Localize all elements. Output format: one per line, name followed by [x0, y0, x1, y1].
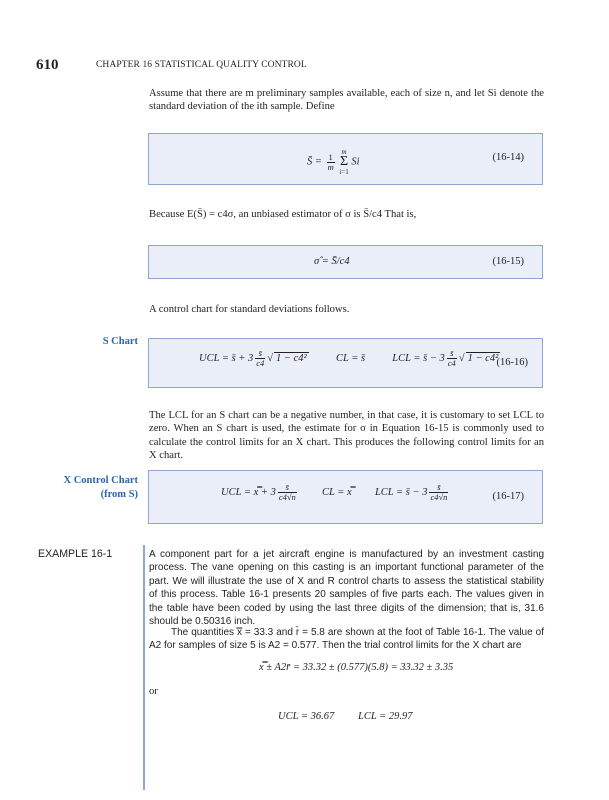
example-rule	[143, 545, 145, 790]
example-paragraph-2: The quantities x̿ = 33.3 and r̄ = 5.8 are shown at the foot of Table 16-1. The value of A2 for samples of size 5 is A2 = 0.577. Then the trial control limits for the X chart are	[149, 627, 544, 652]
eq-16-14-sum-top: m	[341, 148, 347, 156]
s-chart-lcl-den: c4	[447, 358, 456, 368]
s-chart-ucl-den: c4	[256, 358, 265, 368]
equation-16-15-box	[148, 245, 543, 279]
xbar-chart-lcl-den: c4√n	[430, 492, 448, 502]
equation-16-17-number: (16-17)	[492, 491, 524, 502]
xbar-chart-ucl: UCL = x̿ + 3	[221, 486, 276, 498]
s-chart-cl: CL = s̄	[335, 352, 366, 364]
equation-16-14	[307, 148, 360, 176]
xbar-chart-lcl-num: s̄	[437, 482, 441, 492]
xbar-chart-cl: CL = x̿	[322, 486, 352, 498]
example-ucl: UCL = 36.67	[278, 711, 335, 722]
equation-16-16: UCL = s̄ + 3 $\frac{s̄}{c4}$ √ 1 − c4² CL = s̄ LCL = s̄ − 3 $\frac{s̄}{c4}$ √ 1 − c4²	[199, 348, 499, 368]
s-chart-lcl-num: s̄	[450, 348, 454, 358]
lcl-paragraph: The LCL for an S chart can be a negative number, in that case, it is customary to set LCL to zero. When an S chart is used, the estimate for σ in Equation 16-15 is commonly used to calculate the control limits for an X chart. This produces the following control limits for an X chart.	[149, 410, 544, 462]
example-lcl: LCL = 29.97	[358, 711, 413, 722]
equation-16-17-box	[148, 470, 543, 524]
eq-16-14-term: Si	[351, 156, 360, 168]
eq-16-14-lhs: S̄ =	[307, 156, 322, 168]
eq-16-14-den: m	[327, 161, 334, 172]
eq-16-14-sum-bottom: i=1	[339, 168, 349, 176]
control-chart-sentence: A control chart for standard deviations follows.	[149, 304, 350, 315]
example-trial-limits: x̿ ± A2r̄ = 33.32 ± (0.577)(5.8) = 33.32 ± 3.35	[259, 662, 454, 673]
example-label: EXAMPLE 16-1	[38, 548, 113, 560]
example-or: or	[149, 686, 158, 697]
xbar-chart-label-line1: X Control Chart	[63, 475, 138, 486]
equation-16-16-number: (16-16)	[496, 357, 528, 368]
intro-paragraph: Assume that there are m preliminary samples available, each of size n, and let Si denote the standard deviation of the ith sample. Define	[149, 88, 544, 113]
xbar-chart-ucl-den: c4√n	[278, 492, 296, 502]
s-chart-ucl-sqrt: 1 − c4²	[276, 352, 307, 364]
equation-16-14-number: (16-14)	[492, 152, 524, 163]
because-paragraph: Because E(S̄) = c4σ, an unbiased estimator of σ is S̄/c4 That is,	[149, 209, 417, 220]
equation-16-15-number: (16-15)	[492, 256, 524, 267]
s-chart-lcl: LCL = s̄ − 3	[392, 352, 445, 364]
equation-16-16-box	[148, 338, 543, 388]
page-number: 610	[36, 57, 59, 73]
eq-16-14-num: 1	[328, 151, 333, 162]
xbar-chart-lcl: LCL = s̄ − 3	[374, 486, 428, 498]
equation-16-15: σ̂ = S̄/c4	[314, 256, 350, 267]
xbar-chart-label-line2: (from S)	[100, 489, 138, 500]
s-chart-ucl: UCL = s̄ + 3	[199, 352, 254, 364]
eq-16-14-sum: Σ	[339, 154, 349, 169]
chapter-title: CHAPTER 16 STATISTICAL QUALITY CONTROL	[96, 60, 307, 70]
s-chart-ucl-num: s̄	[258, 348, 262, 358]
equation-16-14-box	[148, 133, 543, 185]
s-chart-label: S Chart	[102, 336, 138, 347]
xbar-chart-ucl-num: s̄	[285, 482, 289, 492]
equation-16-17	[221, 483, 450, 502]
xbar-chart-label	[40, 474, 138, 502]
example-paragraph-1: A component part for a jet aircraft engine is manufactured by an investment casting process. The vane opening on this casting is an important functional parameter of the part. We will illustrate the use of X and R control charts to assess the statistical stability of this process. Table 16-1 presents 20 samples of five parts each. The values given in the table have been coded by using the last three digits of the dimension; that is, 31.6 should be 0.50316 inch.	[149, 549, 544, 628]
s-chart-lcl-sqrt: 1 − c4²	[467, 352, 499, 364]
